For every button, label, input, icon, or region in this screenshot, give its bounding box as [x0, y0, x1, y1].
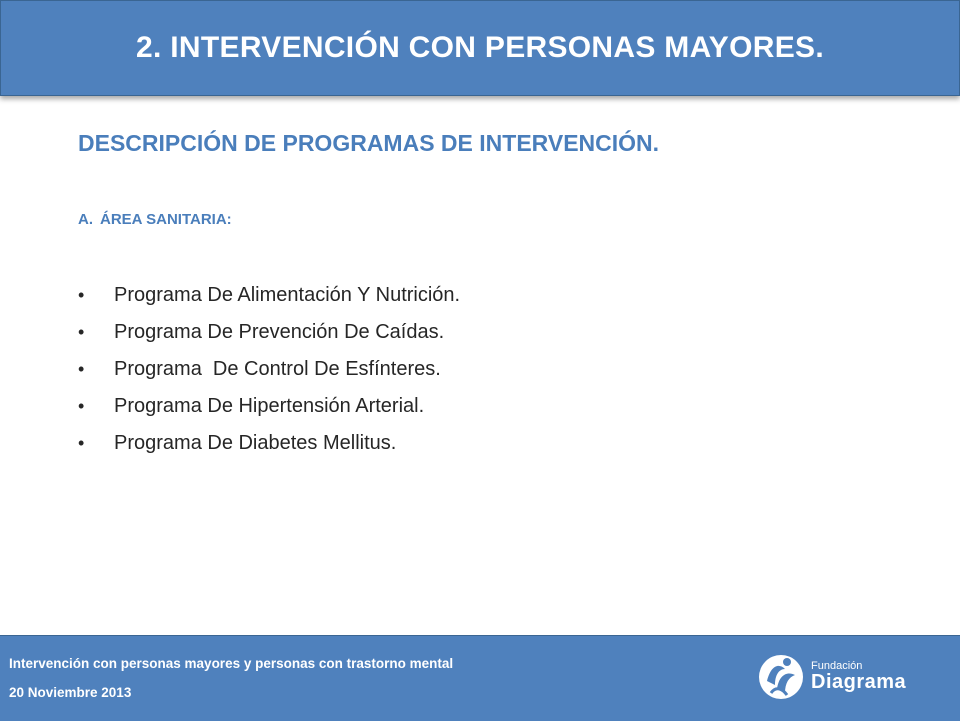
list-item: • Programa De Alimentación Y Nutrición.: [78, 276, 460, 313]
area-label: ÁREA SANITARIA:: [100, 211, 232, 228]
program-list: [78, 276, 460, 461]
fundacion-diagrama-logo: [757, 646, 907, 706]
list-item: • Programa De Control De Esfínteres.: [78, 350, 460, 387]
area-heading: [78, 211, 232, 228]
bullet-icon: •: [78, 358, 85, 379]
logo-big-text: Diagrama: [811, 670, 907, 693]
section-title: DESCRIPCIÓN DE PROGRAMAS DE INTERVENCIÓN.: [78, 130, 660, 156]
slide-title: 2. INTERVENCIÓN CON PERSONAS MAYORES.: [136, 31, 824, 64]
footer-date: 20 Noviembre 2013: [9, 685, 132, 700]
bullet-icon: •: [78, 321, 85, 342]
diagrama-emblem-icon: [757, 651, 805, 701]
bullet-icon: •: [78, 395, 85, 416]
area-letter: A.: [78, 211, 93, 228]
list-item: • Programa De Hipertensión Arterial.: [78, 387, 460, 424]
logo-small-text: Fundación: [811, 659, 863, 672]
footer-subtitle: Intervención con personas mayores y personas con trastorno mental: [9, 656, 454, 671]
header-bar: [0, 0, 960, 96]
list-item: • Programa De Prevención De Caídas.: [78, 313, 460, 350]
bullet-icon: •: [78, 284, 85, 305]
footer-bar: [0, 635, 960, 721]
logo-text: [811, 661, 906, 692]
bullet-icon: •: [78, 432, 85, 453]
list-item: • Programa De Diabetes Mellitus.: [78, 424, 460, 461]
